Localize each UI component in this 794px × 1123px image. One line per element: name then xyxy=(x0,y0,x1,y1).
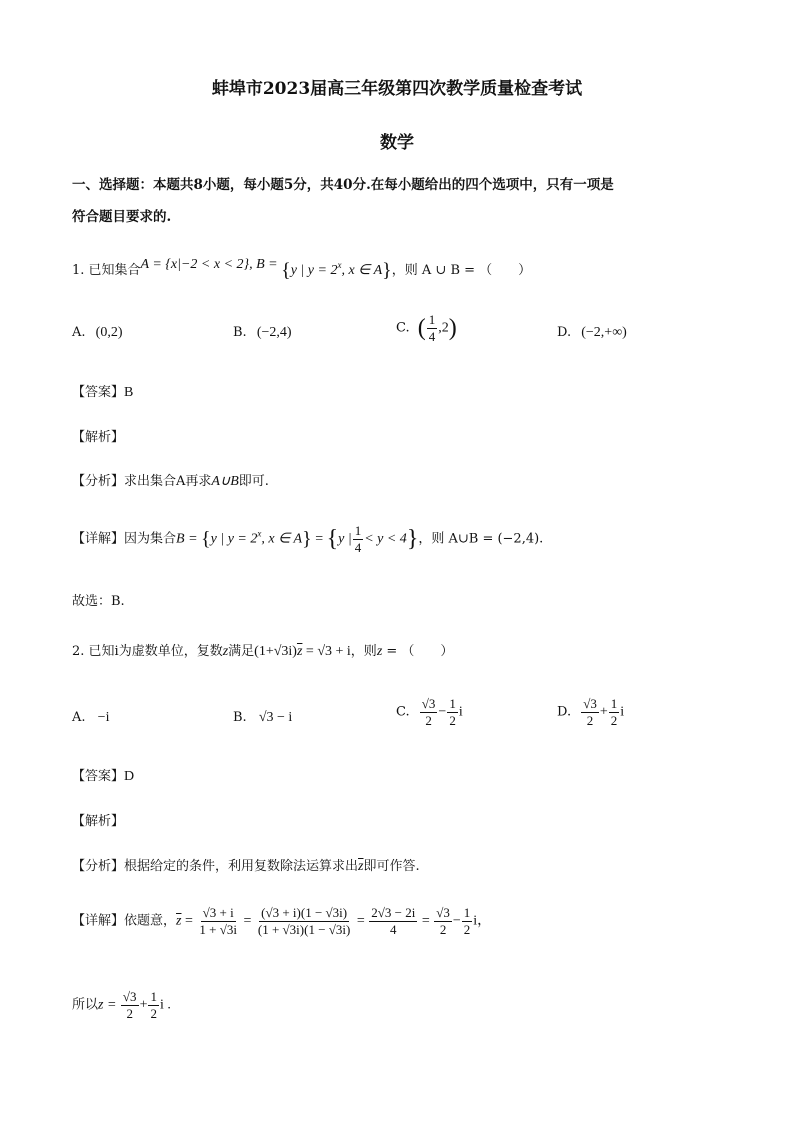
q1-option-b-value: (−2,4) xyxy=(256,325,292,340)
q2-option-a-value: −i xyxy=(97,710,110,725)
q2-detail-f2-den: (1 + √3i)(1 − √3i) xyxy=(257,921,351,937)
q2-option-c-den2: 2 xyxy=(449,712,456,728)
q2-suffix: ，则 xyxy=(350,644,377,659)
q2-option-b-label: B. xyxy=(233,710,247,725)
q2-option-a xyxy=(72,710,109,726)
q2-option-c-num2: 1 xyxy=(449,696,456,711)
q2-detail-f4-den: 2 xyxy=(439,921,447,937)
q1-detail-eq: = xyxy=(311,531,327,547)
q1-option-d-value: (−2,+∞) xyxy=(581,325,627,340)
section-heading-line1: 一、选择题：本题共8小题，每小题5分，共40分.在每小题给出的四个选项中，只有一项是 xyxy=(72,177,614,193)
q1-option-a-value: (0,2) xyxy=(95,325,123,340)
q1-option-c-paren-open: ( xyxy=(417,315,426,342)
q1-analysis-tag: 【解析】 xyxy=(72,430,125,445)
q2-fenxi-text1: 根据给定的条件，利用复数除法运算求出 xyxy=(124,859,359,874)
q1-option-b-label: B. xyxy=(233,325,247,340)
q2-option-d-frac1 xyxy=(581,697,599,727)
q2-option-a-label: A. xyxy=(72,710,86,725)
q2-option-c xyxy=(396,697,463,727)
q1-detail-frac xyxy=(353,524,364,554)
q2-detail-f5-num: 1 xyxy=(463,905,471,920)
q2-detail-eq1: = xyxy=(181,913,197,929)
q2-answer xyxy=(72,770,134,784)
q1-set-a: A = {x|−2 < x < 2}, B = xyxy=(140,257,282,272)
q1-option-a-label: A. xyxy=(72,325,86,340)
q2-detail-f1-den: 1 + √3i xyxy=(199,921,237,937)
q1-option-d-label: D. xyxy=(557,325,572,340)
q2-detail-minus: − xyxy=(452,913,461,929)
q2-option-c-den1: 2 xyxy=(425,712,432,728)
q1-set-b-post: , x ∈ A xyxy=(341,263,383,278)
q1-detail-frac-den: 4 xyxy=(354,539,362,555)
q2-option-d-label: D. xyxy=(557,704,572,720)
q1-detail-brace1-close: } xyxy=(302,528,312,551)
q1-option-c xyxy=(396,313,457,343)
q2-detail-f1-num: √3 + i xyxy=(202,905,234,920)
q2-option-d-num1: √3 xyxy=(583,696,597,711)
q2-suffix2: = （ ） xyxy=(382,644,454,659)
q2-option-b xyxy=(233,710,292,726)
q2-option-d-num2: 1 xyxy=(610,696,618,711)
q1-option-c-num: 1 xyxy=(428,312,436,327)
q2-detail-f4-num: √3 xyxy=(436,905,450,920)
q1-option-c-tail: ,2 xyxy=(438,320,449,336)
q1-option-b xyxy=(233,325,292,341)
q2-option-d xyxy=(557,697,624,727)
q2-fenxi-zbar: $\overline{z}$ xyxy=(358,859,364,874)
q2-option-c-frac2 xyxy=(447,697,458,727)
q2-detail-f3-den: 4 xyxy=(390,921,397,937)
q1-brace-open: { xyxy=(281,259,291,282)
q1-option-a xyxy=(72,325,123,341)
q2-so-plus: + xyxy=(139,997,148,1013)
q2-option-b-value: √3 − i xyxy=(258,710,293,725)
q2-z: z xyxy=(222,644,229,659)
q2-detail-frac2 xyxy=(256,906,352,936)
q2-so-f2-den: 2 xyxy=(150,1005,157,1021)
q1-detail-math2-exp: x xyxy=(257,528,262,539)
q1-detail-brace1-open: { xyxy=(201,528,211,551)
q1-fenxi-text1: 求出集合A再求 xyxy=(124,474,212,489)
q2-answer-tag: 【答案】 xyxy=(72,769,125,784)
page-subtitle: 数学 xyxy=(380,133,414,153)
q1-option-d xyxy=(557,325,627,341)
q1-fenxi-tag: 【分析】 xyxy=(72,474,125,489)
q2-detail-f3-num: 2√3 − 2i xyxy=(371,905,416,920)
q1-answer-tag: 【答案】 xyxy=(72,385,125,400)
q2-option-c-frac1 xyxy=(420,697,438,727)
q2-answer-value: D xyxy=(124,769,135,784)
section-heading-line2: 符合题目要求的. xyxy=(72,209,172,225)
q1-option-c-paren-close: ) xyxy=(448,315,457,342)
q2-detail-eq4: = xyxy=(418,913,434,929)
q1-option-c-frac xyxy=(427,313,438,343)
q2-detail-f2-num: (√3 + i)(1 − √3i) xyxy=(261,905,348,920)
q1-option-c-label: C. xyxy=(396,320,410,336)
q2-so-z: z = xyxy=(98,997,120,1013)
q2-option-d-op: + xyxy=(599,704,608,720)
q2-fenxi-tag: 【分析】 xyxy=(72,859,125,874)
q2-detail xyxy=(72,906,491,936)
q1-fenxi-math: A∪B xyxy=(211,474,239,489)
q2-detail-frac1 xyxy=(197,906,239,936)
q2-so-f1-den: 2 xyxy=(126,1005,133,1021)
q1-suffix: ，则 A ∪ B = （ ） xyxy=(391,263,532,278)
q2-z2: z xyxy=(376,644,383,659)
q2-so-frac2 xyxy=(148,990,159,1020)
q2-so-tail: i . xyxy=(159,997,171,1013)
q2-detail-frac4 xyxy=(434,906,452,936)
q2-detail-eq3: = xyxy=(353,913,369,929)
q2-so xyxy=(72,990,171,1020)
q2-fenxi xyxy=(72,860,420,874)
q2-option-c-op: − xyxy=(438,704,447,720)
q1-answer xyxy=(72,386,133,400)
q2-stem xyxy=(72,645,453,659)
q2-option-c-tail: i xyxy=(458,704,463,720)
q2-prefix: 2. 已知i为虚数单位，复数 xyxy=(72,644,223,659)
q1-set-b-pre: y | y = 2 xyxy=(290,263,338,278)
page-title: 蚌埠市2023届高三年级第四次教学质量检查考试 xyxy=(211,79,583,99)
q1-detail-brace2-close: } xyxy=(406,526,419,553)
q1-detail-math1: B = xyxy=(176,531,202,547)
q1-detail-math2-pre: y | y = 2 xyxy=(210,531,258,547)
q2-detail-tail: i， xyxy=(473,913,492,929)
q1-detail-frac-num: 1 xyxy=(354,523,362,538)
q2-so-f2-num: 1 xyxy=(150,989,157,1004)
q1-set-b-exp: x xyxy=(337,260,342,270)
q2-cond: (1+√3i) xyxy=(254,644,297,659)
q1-detail-tag: 【详解】 xyxy=(72,531,125,547)
q2-option-d-den1: 2 xyxy=(586,712,594,728)
q2-detail-zbar: $\overline{z}$ xyxy=(176,913,182,929)
q1-detail-text1: 因为集合 xyxy=(124,531,177,547)
q2-option-d-frac2 xyxy=(609,697,620,727)
q1-detail xyxy=(72,524,543,554)
q1-fenxi-text2: 即可. xyxy=(238,474,269,489)
q1-prefix: 1. 已知集合 xyxy=(72,263,141,278)
q2-so-f1-num: √3 xyxy=(122,989,137,1004)
q2-option-d-tail: i xyxy=(620,704,625,720)
q1-answer-value: B xyxy=(124,385,134,400)
q1-detail-math2-post: , x ∈ A xyxy=(261,531,303,547)
q2-detail-f5-den: 2 xyxy=(463,921,471,937)
q1-detail-brace2-open: { xyxy=(326,526,339,553)
q2-detail-text1: 依题意， xyxy=(124,913,177,929)
q1-fenxi xyxy=(72,475,269,489)
q1-conclusion: 故选：B. xyxy=(72,594,125,609)
q1-detail-set-pre: y | xyxy=(338,531,352,547)
q2-so-text: 所以 xyxy=(72,997,99,1013)
q1-detail-text2: ，则 A∪B = (−2,4). xyxy=(418,531,544,547)
q1-brace-close: } xyxy=(382,259,392,282)
q2-option-c-label: C. xyxy=(396,704,410,720)
q2-detail-tag: 【详解】 xyxy=(72,913,125,929)
q2-so-frac1 xyxy=(121,990,139,1020)
q2-analysis-tag: 【解析】 xyxy=(72,814,125,829)
q1-stem xyxy=(72,258,531,281)
q2-detail-eq2: = xyxy=(239,913,255,929)
q2-detail-frac3 xyxy=(369,906,417,936)
q2-zbar: $\overline{z}$ xyxy=(296,644,303,659)
q2-mid: 满足 xyxy=(228,644,255,659)
q1-option-c-den: 4 xyxy=(428,328,436,344)
q2-option-d-den2: 2 xyxy=(610,712,618,728)
q2-detail-frac5 xyxy=(462,906,473,936)
q2-cond2: = √3 + i xyxy=(302,644,351,659)
q2-fenxi-text2: 即可作答. xyxy=(363,859,420,874)
q2-option-c-num1: √3 xyxy=(421,696,436,711)
q1-detail-set-post: < y < 4 xyxy=(364,531,407,547)
